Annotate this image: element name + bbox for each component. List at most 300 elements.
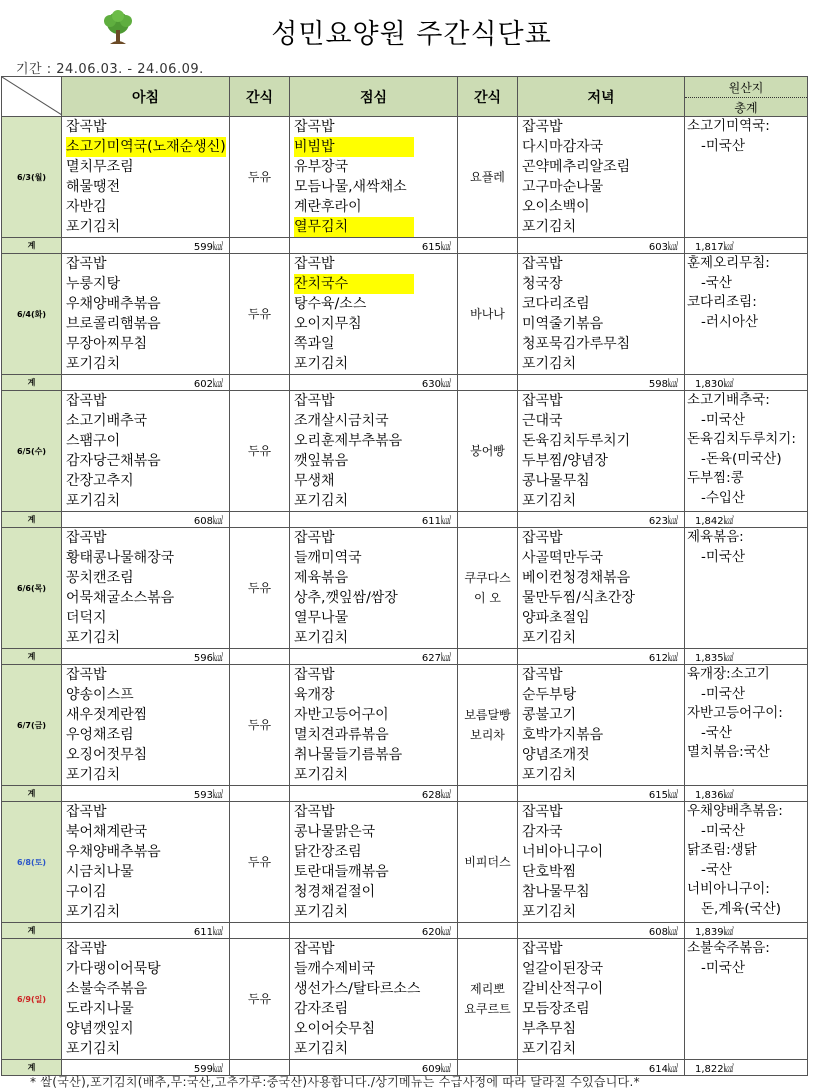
total-kcal: 1,835㎉ — [685, 649, 808, 665]
total-row — [2, 375, 808, 391]
menu-item-text: 우채양배추볶음 — [66, 296, 161, 312]
total-label: 계 — [2, 375, 62, 391]
empty-cell — [458, 923, 518, 939]
day-row — [2, 665, 808, 786]
menu-item-text: 잡곡밥 — [66, 119, 107, 135]
empty-cell — [458, 786, 518, 802]
lunch-cell — [290, 665, 458, 786]
menu-item-text: 잡곡밥 — [66, 941, 107, 957]
menu-item-text: 도라지나물 — [66, 1001, 134, 1017]
menu-item — [66, 217, 229, 237]
header-origin-label: 원산지 — [685, 77, 807, 98]
lunch-list — [290, 117, 457, 237]
dinner-list — [518, 939, 684, 1059]
menu-item-text: 간장고추지 — [66, 473, 134, 489]
menu-item-text: 잡곡밥 — [66, 667, 107, 683]
origin-item: 자반고등어구이: — [687, 705, 783, 721]
menu-item-text: 포기김치 — [294, 356, 349, 372]
origin-list — [685, 117, 807, 156]
header-snack2: 간식 — [458, 77, 518, 117]
menu-item-text: 사골떡만두국 — [522, 550, 604, 566]
menu-item-text: 포기김치 — [522, 630, 577, 646]
menu-item-text: 소불숙주볶음 — [66, 981, 148, 997]
origin-cell — [685, 117, 808, 238]
menu-item — [522, 588, 684, 608]
diagonal-line — [2, 77, 62, 115]
menu-item — [66, 117, 229, 137]
origin-item: -국산 — [701, 861, 732, 878]
menu-item-text: 베이컨청경채볶음 — [522, 570, 631, 586]
menu-item — [66, 294, 229, 314]
menu-item — [522, 959, 684, 979]
empty-cell — [458, 238, 518, 254]
origin-cell — [685, 802, 808, 923]
snack2-cell: 비피더스 — [458, 802, 518, 923]
menu-item-text: 잡곡밥 — [294, 119, 335, 135]
menu-item — [294, 745, 457, 765]
empty-cell — [230, 238, 290, 254]
menu-item — [522, 411, 684, 431]
total-label: 계 — [2, 1060, 62, 1076]
menu-item — [522, 274, 684, 294]
origin-item: -미국산 — [701, 959, 745, 976]
menu-item — [522, 254, 684, 274]
menu-item-text: 쪽과일 — [294, 336, 335, 352]
menu-item-text: 잡곡밥 — [66, 393, 107, 409]
lunch-list — [290, 391, 457, 511]
breakfast-list — [62, 802, 229, 922]
menu-item — [294, 1039, 457, 1059]
dinner-cell — [518, 939, 685, 1060]
lunch-cell — [290, 391, 458, 512]
empty-cell — [230, 649, 290, 665]
menu-item — [294, 411, 457, 431]
dinner-cell — [518, 802, 685, 923]
lunch-list — [290, 939, 457, 1059]
day-row — [2, 254, 808, 375]
dinner-list — [518, 665, 684, 785]
menu-item-text: 잡곡밥 — [522, 530, 563, 546]
menu-item — [66, 314, 229, 334]
menu-item — [294, 902, 457, 922]
dinner-kcal: 603㎉ — [518, 238, 685, 254]
total-kcal: 1,830㎉ — [685, 375, 808, 391]
menu-item-text: 들깨수제비국 — [294, 961, 376, 977]
dinner-kcal: 608㎉ — [518, 923, 685, 939]
menu-item-text: 북어채계란국 — [66, 824, 148, 840]
origin-list — [685, 391, 807, 508]
total-kcal: 1,822㎉ — [685, 1060, 808, 1076]
snack1-cell: 두유 — [230, 254, 290, 375]
header — [0, 8, 823, 52]
menu-item-text: 포기김치 — [522, 1041, 577, 1057]
breakfast-cell — [62, 665, 230, 786]
snack1-cell: 두유 — [230, 939, 290, 1060]
period-label: 기간 : 24.06.03. - 24.06.09. — [16, 62, 204, 77]
origin-list — [685, 665, 807, 763]
menu-item-text: 육개장 — [294, 687, 335, 703]
menu-item-text: 콩불고기 — [522, 707, 577, 723]
menu-item — [522, 391, 684, 411]
origin-item: 돈육김치두루치기: — [687, 431, 796, 447]
menu-item — [522, 999, 684, 1019]
menu-item — [66, 274, 229, 294]
header-breakfast: 아침 — [62, 77, 230, 117]
menu-item-text: 우엉채조림 — [66, 727, 134, 743]
menu-item-text: 어묵채굴소스볶음 — [66, 590, 175, 606]
menu-item-text: 포기김치 — [66, 1041, 121, 1057]
origin-item: -미국산 — [701, 548, 745, 565]
menu-item-text: 잡곡밥 — [294, 393, 335, 409]
total-label: 계 — [2, 512, 62, 528]
menu-item — [66, 745, 229, 765]
menu-item-text: 무생채 — [294, 473, 335, 489]
menu-item — [522, 665, 684, 685]
menu-item — [294, 294, 457, 314]
menu-item-text: 코다리조림 — [522, 296, 590, 312]
lunch-kcal: 627㎉ — [290, 649, 458, 665]
total-kcal: 1,836㎉ — [685, 786, 808, 802]
menu-item-text: 고구마순나물 — [522, 179, 604, 195]
menu-item-text: 잡곡밥 — [66, 804, 107, 820]
menu-item-text: 모듬나물,새싹채소 — [294, 179, 407, 195]
dinner-kcal: 612㎉ — [518, 649, 685, 665]
menu-item — [522, 157, 684, 177]
origin-item: 닭조림:생닭 — [687, 842, 757, 858]
breakfast-list — [62, 254, 229, 374]
total-row — [2, 786, 808, 802]
menu-item-text: 유부장국 — [294, 159, 349, 175]
menu-item — [294, 588, 457, 608]
menu-item-text: 계란후라이 — [294, 199, 362, 215]
empty-cell — [230, 512, 290, 528]
origin-list — [685, 254, 807, 332]
snack1-cell: 두유 — [230, 528, 290, 649]
menu-item-text: 모듬장조림 — [522, 1001, 590, 1017]
menu-item — [66, 354, 229, 374]
dinner-kcal: 615㎉ — [518, 786, 685, 802]
total-row — [2, 238, 808, 254]
menu-item — [66, 137, 229, 157]
menu-item — [294, 137, 457, 157]
menu-item — [294, 628, 457, 648]
menu-item-text: 다시마감자국 — [522, 139, 604, 155]
menu-item-text: 청포묵김가루무침 — [522, 336, 631, 352]
menu-item — [66, 588, 229, 608]
origin-item: 소고기배추국: — [687, 392, 770, 408]
menu-item-text: 멸치무조림 — [66, 159, 134, 175]
total-row — [2, 512, 808, 528]
menu-item-text: 잡곡밥 — [66, 256, 107, 272]
origin-cell — [685, 254, 808, 375]
menu-item — [294, 354, 457, 374]
menu-item-text: 미역줄기볶음 — [522, 316, 604, 332]
total-kcal: 1,842㎉ — [685, 512, 808, 528]
origin-item: -국산 — [701, 274, 732, 291]
menu-item-text: 무장아찌무침 — [66, 336, 148, 352]
menu-item-text: 잡곡밥 — [66, 530, 107, 546]
origin-item: -돈육(미국산) — [701, 450, 782, 467]
total-row — [2, 649, 808, 665]
menu-item — [522, 568, 684, 588]
menu-item-text: 감자당근채볶음 — [66, 453, 161, 469]
menu-item-text: 열무나물 — [294, 610, 349, 626]
menu-item — [66, 979, 229, 999]
menu-item-text: 참나물무침 — [522, 884, 590, 900]
origin-item: -수입산 — [701, 489, 745, 506]
menu-item — [522, 685, 684, 705]
menu-item-text: 콩나물맑은국 — [294, 824, 376, 840]
menu-item — [66, 665, 229, 685]
dinner-cell — [518, 117, 685, 238]
origin-item: 제육볶음: — [687, 529, 744, 545]
day-label: 6/5(수) — [2, 391, 62, 512]
menu-item-text: 포기김치 — [522, 219, 577, 235]
origin-item: 멸치볶음:국산 — [687, 744, 770, 760]
day-row — [2, 391, 808, 512]
origin-cell — [685, 665, 808, 786]
menu-item-text: 탕수육/소스 — [294, 296, 367, 312]
menu-item-text: 스팸구이 — [66, 433, 121, 449]
menu-item-text: 양념조개젓 — [522, 747, 590, 763]
menu-item — [522, 765, 684, 785]
menu-item — [522, 608, 684, 628]
menu-item-text: 물만두찜/식초간장 — [522, 590, 635, 606]
menu-item — [294, 939, 457, 959]
day-label: 6/4(화) — [2, 254, 62, 375]
origin-item: 소불숙주볶음: — [687, 940, 770, 956]
menu-item-text: 잡곡밥 — [294, 256, 335, 272]
menu-item — [294, 705, 457, 725]
menu-item-text: 비빔밥 — [294, 137, 414, 157]
breakfast-cell — [62, 528, 230, 649]
menu-item-text: 자반고등어구이 — [294, 707, 389, 723]
menu-item — [294, 999, 457, 1019]
menu-item-text: 포기김치 — [66, 630, 121, 646]
menu-item — [66, 548, 229, 568]
menu-item — [522, 294, 684, 314]
dinner-cell — [518, 254, 685, 375]
origin-list — [685, 528, 807, 567]
origin-item: 너비아니구이: — [687, 881, 770, 897]
menu-item-text: 취나물들기름볶음 — [294, 747, 403, 763]
breakfast-list — [62, 528, 229, 648]
breakfast-kcal: 602㎉ — [62, 375, 230, 391]
origin-item: 육개장:소고기 — [687, 666, 770, 682]
menu-item — [522, 431, 684, 451]
header-lunch: 점심 — [290, 77, 458, 117]
dinner-cell — [518, 665, 685, 786]
day-label: 6/3(월) — [2, 117, 62, 238]
lunch-kcal: 630㎉ — [290, 375, 458, 391]
menu-item — [522, 197, 684, 217]
menu-item — [294, 665, 457, 685]
menu-item — [66, 1019, 229, 1039]
menu-item — [294, 471, 457, 491]
menu-item — [294, 608, 457, 628]
lunch-cell — [290, 254, 458, 375]
menu-item — [294, 177, 457, 197]
breakfast-cell — [62, 117, 230, 238]
menu-item — [294, 391, 457, 411]
menu-item-text: 두부찜/양념장 — [522, 453, 608, 469]
origin-item: 훈제오리무침: — [687, 255, 770, 271]
menu-item — [294, 765, 457, 785]
menu-item-text: 포기김치 — [66, 493, 121, 509]
snack1-cell: 두유 — [230, 802, 290, 923]
menu-item — [66, 882, 229, 902]
menu-item — [522, 1019, 684, 1039]
origin-item: 두부찜:콩 — [687, 470, 744, 486]
lunch-cell — [290, 802, 458, 923]
snack2-cell: 바나나 — [458, 254, 518, 375]
menu-item-text: 포기김치 — [522, 767, 577, 783]
snack2-cell: 붕어빵 — [458, 391, 518, 512]
menu-item-text: 가다랭이어묵탕 — [66, 961, 161, 977]
menu-item — [66, 157, 229, 177]
menu-item — [294, 217, 457, 237]
menu-item-text: 멸치견과류볶음 — [294, 727, 389, 743]
breakfast-list — [62, 665, 229, 785]
menu-item-text: 더덕지 — [66, 610, 107, 626]
menu-item — [294, 979, 457, 999]
menu-item — [294, 451, 457, 471]
menu-item — [522, 979, 684, 999]
menu-item — [294, 528, 457, 548]
origin-item: 우채양배추볶음: — [687, 803, 783, 819]
origin-item: -미국산 — [701, 685, 745, 702]
dinner-kcal: 614㎉ — [518, 1060, 685, 1076]
menu-item-text: 곤약메추리알조림 — [522, 159, 631, 175]
menu-item-text: 포기김치 — [66, 219, 121, 235]
menu-item-text: 양송이스프 — [66, 687, 134, 703]
menu-item — [522, 117, 684, 137]
menu-item-text: 너비아니구이 — [522, 844, 604, 860]
breakfast-cell — [62, 254, 230, 375]
footnote: * 쌀(국산),포기김치(배추,무:국산,고추가루:중국산)사용합니다./상기메뉴는 수급사정에 따라 달라질 수있습니다.* — [30, 1075, 640, 1089]
menu-item-text: 잡곡밥 — [294, 804, 335, 820]
total-label: 계 — [2, 238, 62, 254]
empty-cell — [230, 786, 290, 802]
day-row — [2, 802, 808, 923]
dinner-kcal: 623㎉ — [518, 512, 685, 528]
day-row — [2, 939, 808, 1060]
menu-item-text: 상추,깻잎쌈/쌈장 — [294, 590, 398, 606]
header-row — [2, 77, 808, 117]
menu-item — [522, 137, 684, 157]
menu-item-text: 깻잎볶음 — [294, 453, 349, 469]
menu-item-text: 포기김치 — [294, 493, 349, 509]
menu-item-text: 오이어숫무침 — [294, 1021, 376, 1037]
menu-item — [66, 568, 229, 588]
menu-item-text: 잡곡밥 — [522, 393, 563, 409]
breakfast-kcal: 599㎉ — [62, 1060, 230, 1076]
menu-item — [522, 548, 684, 568]
menu-item-text: 잡곡밥 — [522, 941, 563, 957]
empty-cell — [458, 512, 518, 528]
breakfast-list — [62, 391, 229, 511]
header-dinner: 저녁 — [518, 77, 685, 117]
lunch-cell — [290, 939, 458, 1060]
total-label: 계 — [2, 923, 62, 939]
menu-item-text: 포기김치 — [66, 904, 121, 920]
day-label: 6/6(목) — [2, 528, 62, 649]
dinner-list — [518, 528, 684, 648]
menu-item-text: 포기김치 — [294, 630, 349, 646]
menu-item — [294, 254, 457, 274]
snack2-cell: 제리뽀 요쿠르트 — [458, 939, 518, 1060]
menu-item — [66, 608, 229, 628]
lunch-list — [290, 802, 457, 922]
menu-item — [66, 822, 229, 842]
menu-item — [66, 528, 229, 548]
menu-item-text: 누룽지탕 — [66, 276, 121, 292]
menu-item-text: 잡곡밥 — [294, 667, 335, 683]
menu-item-text: 소고기미역국(노재순생신) — [66, 139, 226, 155]
menu-item — [66, 959, 229, 979]
menu-item — [522, 705, 684, 725]
menu-item-text: 청경채겉절이 — [294, 884, 376, 900]
menu-item — [522, 745, 684, 765]
menu-item-text: 감자조림 — [294, 1001, 349, 1017]
breakfast-kcal: 599㎉ — [62, 238, 230, 254]
menu-item — [294, 197, 457, 217]
menu-item — [66, 177, 229, 197]
menu-item-text: 꽁치캔조림 — [66, 570, 134, 586]
origin-list — [685, 939, 807, 978]
origin-item: -미국산 — [701, 411, 745, 428]
lunch-cell — [290, 528, 458, 649]
dinner-kcal: 598㎉ — [518, 375, 685, 391]
breakfast-list — [62, 117, 229, 237]
menu-item-text: 구이김 — [66, 884, 107, 900]
menu-item-text: 잡곡밥 — [522, 256, 563, 272]
menu-item — [522, 354, 684, 374]
menu-item — [294, 822, 457, 842]
lunch-cell — [290, 117, 458, 238]
lunch-list — [290, 665, 457, 785]
menu-item-text: 잡곡밥 — [294, 530, 335, 546]
menu-item-text: 오징어젓무침 — [66, 747, 148, 763]
origin-cell — [685, 391, 808, 512]
dinner-list — [518, 254, 684, 374]
menu-item-text: 잡곡밥 — [522, 804, 563, 820]
menu-item-text: 토란대들깨볶음 — [294, 864, 389, 880]
menu-item — [66, 254, 229, 274]
total-label: 계 — [2, 649, 62, 665]
dinner-list — [518, 117, 684, 237]
menu-item-text: 감자국 — [522, 824, 563, 840]
menu-item-text: 브로콜리햄볶음 — [66, 316, 161, 332]
corner-cell — [2, 77, 62, 117]
menu-item — [294, 882, 457, 902]
menu-item — [66, 685, 229, 705]
menu-item-text: 열무김치 — [294, 217, 414, 237]
menu-item — [522, 177, 684, 197]
lunch-kcal: 615㎉ — [290, 238, 458, 254]
breakfast-kcal: 593㎉ — [62, 786, 230, 802]
menu-item-text: 양념깻잎지 — [66, 1021, 134, 1037]
menu-item — [66, 628, 229, 648]
menu-item — [522, 939, 684, 959]
day-label: 6/8(토) — [2, 802, 62, 923]
origin-cell — [685, 528, 808, 649]
menu-item-text: 얼갈이된장국 — [522, 961, 604, 977]
origin-item: -국산 — [701, 724, 732, 741]
menu-item — [294, 725, 457, 745]
menu-item — [522, 314, 684, 334]
breakfast-cell — [62, 391, 230, 512]
